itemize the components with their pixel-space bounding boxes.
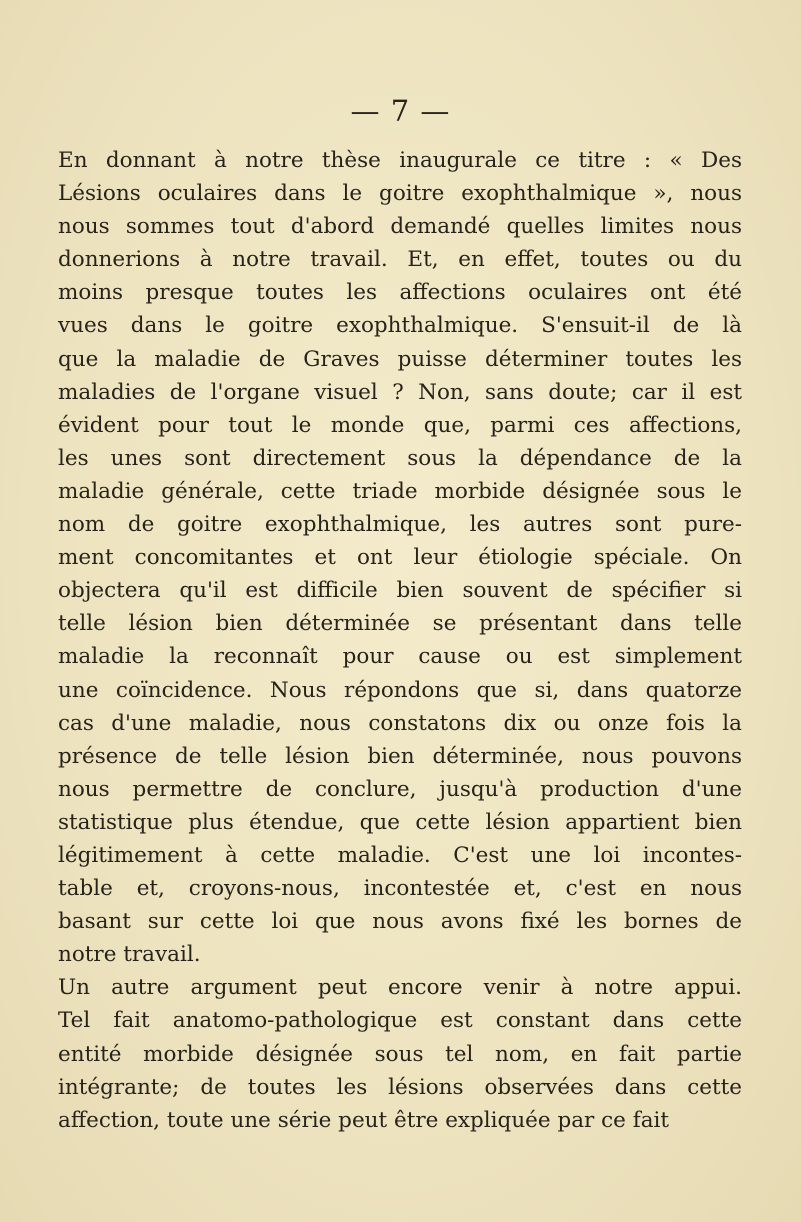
text-line: table et, croyons-nous, incontestée et, c'est en nous [58, 876, 742, 902]
text-line: ment concomitantes et ont leur étiologie spéciale. On [58, 545, 742, 571]
page-number: — 7 — [350, 94, 451, 128]
text-line: En donnant à notre thèse inaugurale ce titre : « Des [58, 148, 742, 173]
text-line: affection, toute une série peut être expliquée par ce fait [58, 1107, 670, 1133]
text-line: Un autre argument peut encore venir à notre appui. [58, 975, 742, 1001]
text-line: Tel fait anatomo-pathologique est constant dans cette [58, 1008, 742, 1034]
text-line: nom de goitre exophthalmique, les autres sont pure- [58, 512, 742, 538]
text-line: entité morbide désignée sous tel nom, en fait partie [58, 1041, 742, 1067]
text-line: maladie la reconnaît pour cause ou est simplement [58, 644, 742, 670]
text-line: notre travail. [58, 942, 201, 968]
text-line: présence de telle lésion bien déterminée, nous pouvons [58, 743, 742, 769]
text-line: moins presque toutes les affections oculaires ont été [58, 280, 742, 306]
text-line: une coïncidence. Nous répondons que si, dans quatorze [58, 677, 742, 703]
text-line: telle lésion bien déterminée se présentant dans telle [58, 611, 742, 637]
text-line: intégrante; de toutes les lésions observées dans cette [58, 1074, 742, 1100]
text-line: évident pour tout le monde que, parmi ces affections, [58, 412, 742, 438]
text-line: donnerions à notre travail. Et, en effet, toutes ou du [58, 247, 742, 273]
text-line: objectera qu'il est difficile bien souvent de spécifier si [58, 578, 742, 604]
text-line: que la maladie de Graves puisse déterminer toutes les [58, 346, 742, 372]
text-line: maladies de l'organe visuel ? Non, sans doute; car il est [58, 379, 742, 405]
body-text [58, 144, 742, 1137]
text-line: nous sommes tout d'abord demandé quelles limites nous [58, 214, 742, 240]
text-line: Lésions oculaires dans le goitre exophthalmique », nous [58, 181, 742, 207]
text-line: nous permettre de conclure, jusqu'à production d'une [58, 776, 742, 802]
text-line: les unes sont directement sous la dépendance de la [58, 445, 742, 471]
text-line: vues dans le goitre exophthalmique. S'ensuit-il de là [58, 313, 742, 339]
text-line: maladie générale, cette triade morbide désignée sous le [58, 478, 742, 504]
text-line: basant sur cette loi que nous avons fixé les bornes de [58, 909, 742, 935]
text-line: statistique plus étendue, que cette lésion appartient bien [58, 809, 742, 835]
text-line: légitimement à cette maladie. C'est une loi incontes- [58, 842, 742, 868]
text-line: cas d'une maladie, nous constatons dix ou onze fois la [58, 710, 742, 736]
